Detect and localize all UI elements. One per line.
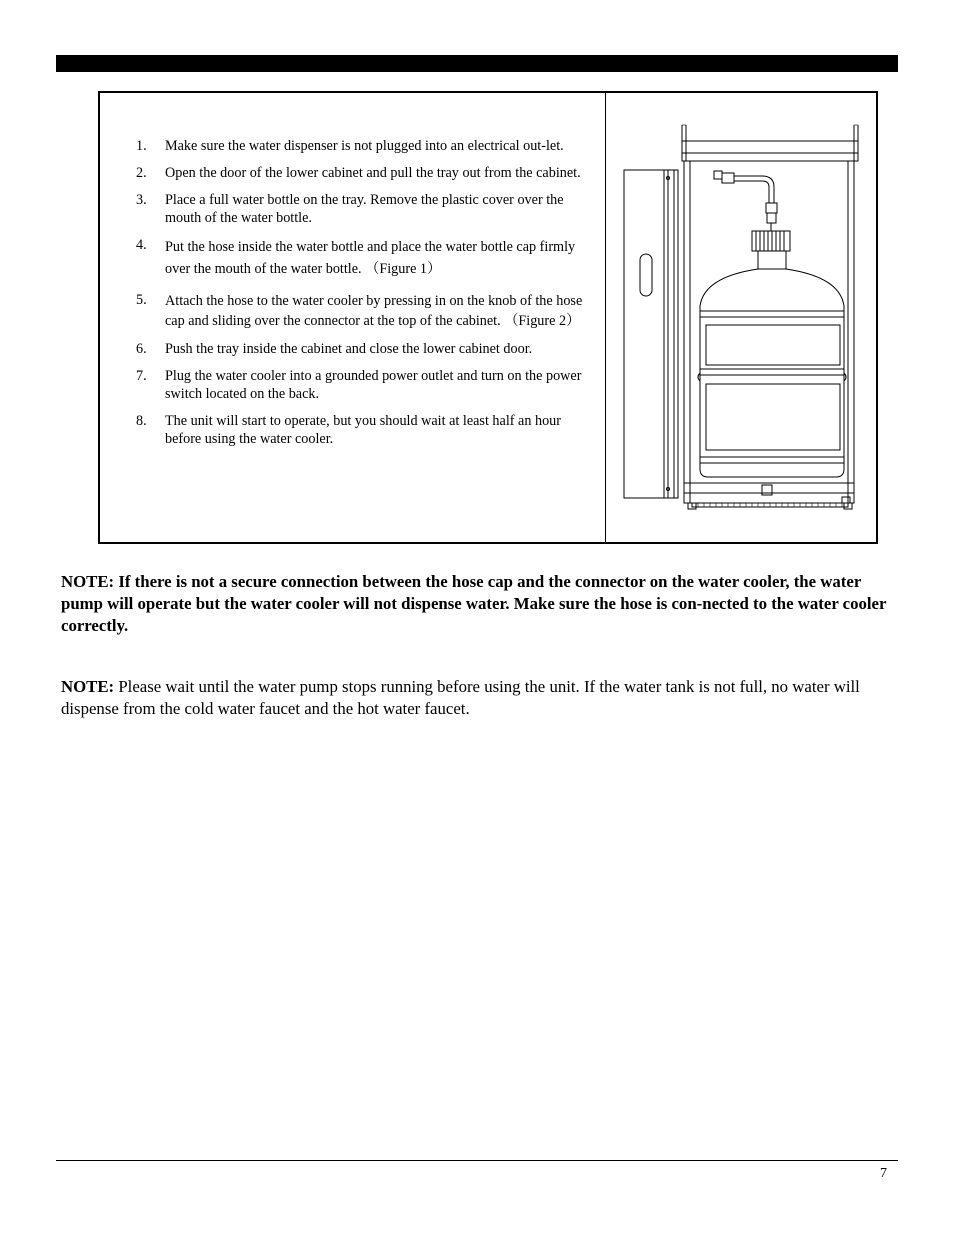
step-number: 1.	[136, 138, 147, 154]
step-number: 4.	[136, 237, 147, 253]
step-text: Open the door of the lower cabinet and pull the tray out from the cabinet.	[165, 165, 581, 181]
footer-rule	[56, 1160, 898, 1161]
step-text: Plug the water cooler into a grounded power outlet and turn on the power switch located on the back.	[165, 368, 582, 402]
water-cooler-illustration	[622, 121, 870, 516]
instructions-box	[98, 91, 878, 544]
step-item	[136, 191, 596, 227]
page-number: 7	[880, 1166, 887, 1181]
step-item	[136, 164, 596, 182]
step-text: Place a full water bottle on the tray. Remove the plastic cover over the mouth of the water bottle.	[165, 192, 564, 226]
step-number: 2.	[136, 165, 147, 181]
header-bar	[56, 55, 898, 72]
step-text: Push the tray inside the cabinet and close the lower cabinet door.	[165, 341, 533, 357]
note-text: Please wait until the water pump stops running before using the unit. If the water tank is not full, no water will dispense from the cold water faucet and the hot water faucet.	[61, 677, 860, 718]
pump-note	[61, 676, 891, 720]
step-number: 8.	[136, 413, 147, 429]
step-number: 5.	[136, 292, 147, 308]
step-number: 3.	[136, 192, 147, 208]
step-item	[136, 137, 596, 155]
step-text: Put the hose inside the water bottle and place the water bottle cap firmly over the mouth of the water bottle. （Figure 1）	[165, 239, 576, 277]
note-label: NOTE:	[61, 677, 115, 696]
step-item	[136, 340, 596, 358]
connection-note: NOTE: If there is not a secure connection between the hose cap and the connector on the water cooler, the water pump will operate but the water cooler will not dispense water. Make sure the hose is con-nected to the water cooler correctly.	[61, 572, 887, 635]
step-text: Attach the hose to the water cooler by pressing in on the knob of the hose cap and sliding over the connector at the top of the cabinet. （Figure 2）	[165, 293, 583, 329]
step-text: Make sure the water dispenser is not plugged into an electrical out-let.	[165, 138, 564, 154]
step-item	[136, 236, 596, 280]
step-number: 6.	[136, 341, 147, 357]
step-text: The unit will start to operate, but you should wait at least half an hour before using the water cooler.	[165, 413, 561, 447]
step-item	[136, 291, 596, 331]
cabinet-bottle-diagram	[622, 121, 870, 516]
step-item	[136, 367, 596, 403]
steps-list	[136, 137, 596, 457]
step-number: 7.	[136, 368, 147, 384]
column-divider	[605, 93, 606, 542]
step-item	[136, 412, 596, 448]
